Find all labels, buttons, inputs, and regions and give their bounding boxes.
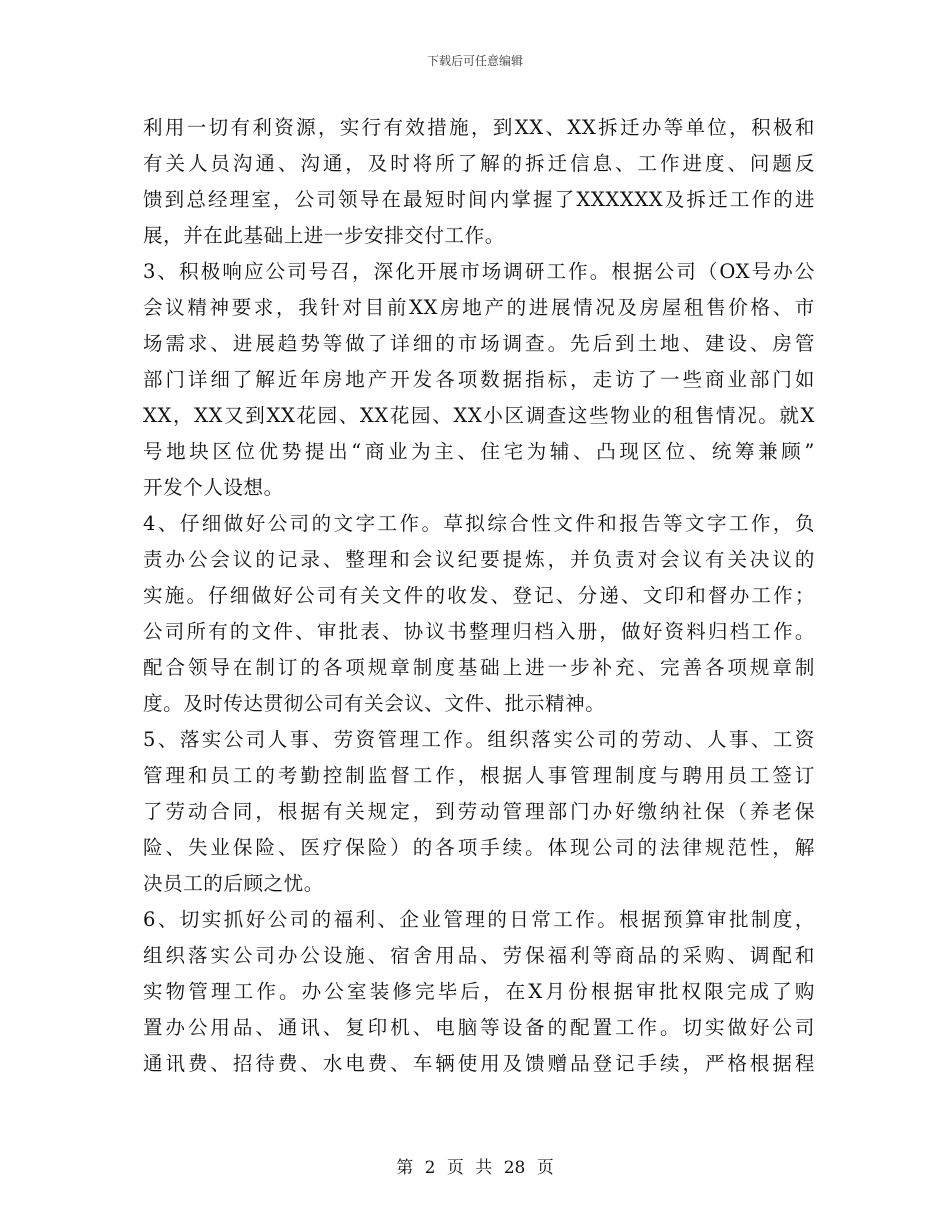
text-line: 配合领导在制订的各项规章制度基础上进一步补充、完善各项规章制 — [143, 656, 815, 679]
text-line: 有关人员沟通、沟通，及时将所了解的拆迁信息、工作进度、问题反 — [143, 152, 815, 175]
text-line: 通讯费、招待费、水电费、车辆使用及馈赠品登记手续，严格根据程 — [143, 1052, 815, 1075]
text-line: 决员工的后顾之忧。 — [143, 872, 324, 895]
text-line: 管理和员工的考勤控制监督工作，根据人事管理制度与聘用员工签订 — [143, 764, 815, 787]
text-line: 公司所有的文件、审批表、协议书整理归档入册，做好资料归档工作。 — [143, 620, 815, 643]
text-line: XX，XX又到XX花园、XX花园、XX小区调查这些物业的租售情况。就X — [143, 404, 815, 427]
page-header: 下载后可任意编辑 — [426, 54, 523, 68]
text-line: 责办公会议的记录、整理和会议纪要提炼，并负责对会议有关决议的 — [143, 548, 815, 571]
text-line: 险、失业保险、医疗保险）的各项手续。体现公司的法律规范性，解 — [143, 836, 815, 859]
text-line: 场需求、进展趋势等做了详细的市场调查。先后到土地、建设、房管 — [143, 332, 815, 355]
text-line: 4、仔细做好公司的文字工作。草拟综合性文件和报告等文字工作，负 — [143, 512, 815, 535]
text-line: 部门详细了解近年房地产开发各项数据指标，走访了一些商业部门如 — [143, 368, 815, 391]
text-line: 实施。仔细做好公司有关文件的收发、登记、分递、文印和督办工作； — [143, 584, 815, 607]
text-line: 6、切实抓好公司的福利、企业管理的日常工作。根据预算审批制度， — [143, 908, 815, 931]
text-line: 置办公用品、通讯、复印机、电脑等设备的配置工作。切实做好公司 — [143, 1016, 815, 1039]
text-line: 利用一切有利资源，实行有效措施，到XX、XX拆迁办等单位，积极和 — [143, 116, 815, 139]
text-line: 度。及时传达贯彻公司有关会议、文件、批示精神。 — [143, 692, 606, 715]
page-footer: 第 2 页 共 28 页 — [396, 1158, 554, 1178]
text-line: 号地块区位优势提出“商业为主、住宅为辅、凸现区位、统筹兼顾” — [143, 440, 815, 463]
text-line: 展，并在此基础上进一步安排交付工作。 — [143, 224, 505, 247]
text-line: 了劳动合同，根据有关规定，到劳动管理部门办好缴纳社保（养老保 — [143, 800, 815, 823]
text-line: 组织落实公司办公设施、宿舍用品、劳保福利等商品的采购、调配和 — [143, 944, 815, 967]
text-line: 会议精神要求，我针对目前XX房地产的进展情况及房屋租售价格、市 — [143, 296, 815, 319]
text-line: 馈到总经理室，公司领导在最短时间内掌握了XXXXXX及拆迁工作的进 — [143, 188, 815, 211]
document-body — [143, 110, 815, 1082]
text-line: 开发个人设想。 — [143, 476, 284, 499]
text-line: 实物管理工作。办公室装修完毕后，在X月份根据审批权限完成了购 — [143, 980, 815, 1003]
text-line: 5、落实公司人事、劳资管理工作。组织落实公司的劳动、人事、工资 — [143, 728, 815, 751]
text-line: 3、积极响应公司号召，深化开展市场调研工作。根据公司（OX号办公 — [143, 260, 815, 283]
